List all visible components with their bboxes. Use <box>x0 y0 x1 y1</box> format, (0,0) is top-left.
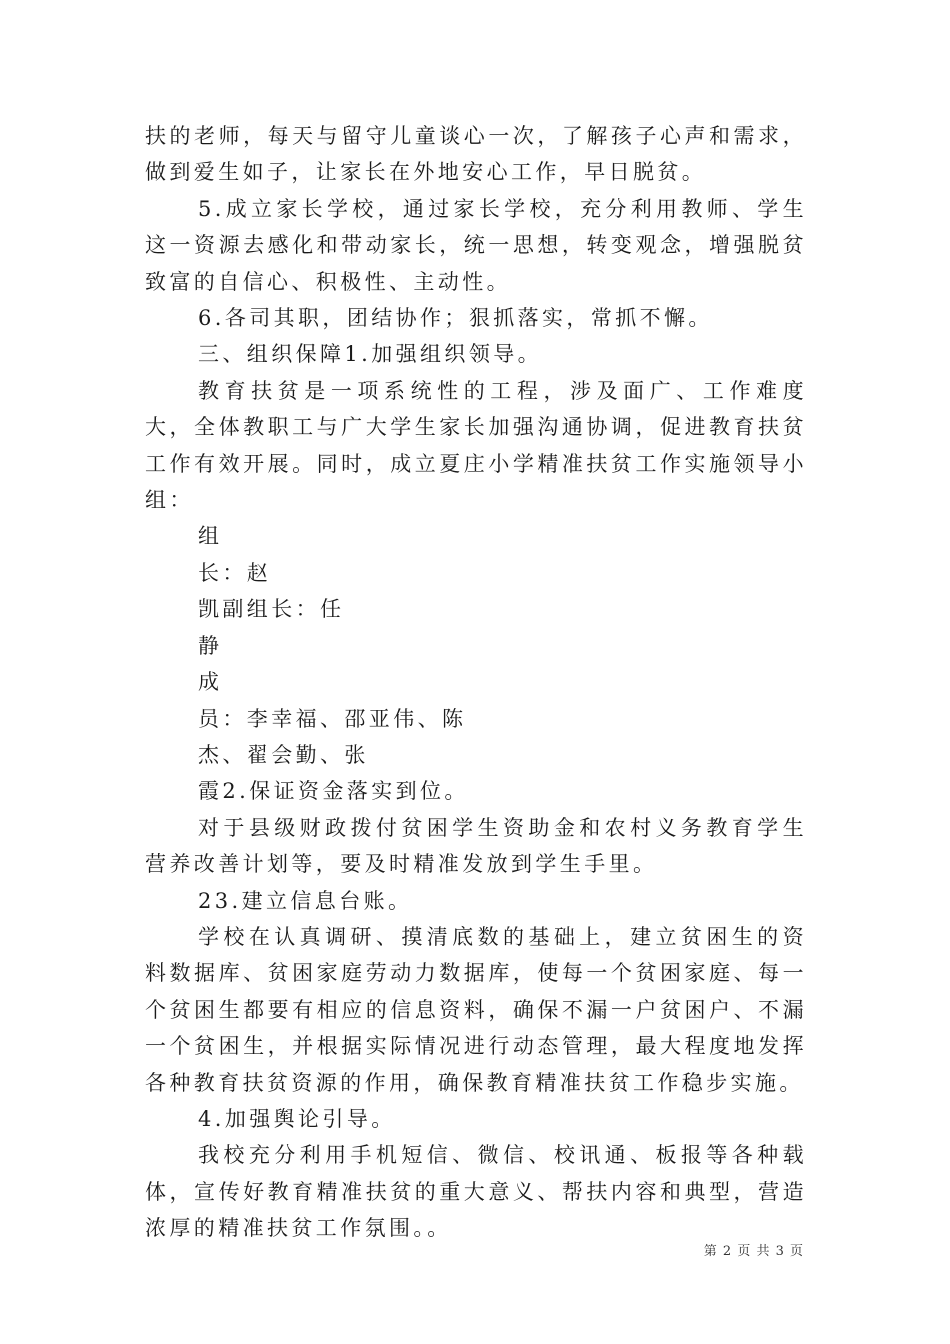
section-heading-info-ledger: 23.建立信息台账。 <box>198 888 413 913</box>
leader-line-1: 组 <box>198 524 223 549</box>
paragraph-info-ledger: 学校在认真调研、摸清底数的基础上，建立贫困生的资料数据库、贫困家庭劳动力数据库，使每一个贫困家庭、每一个贫困生都要有相应的信息资料，确保不漏一户贫困户、不漏一个贫困生，并根据实际情况进行动态管理，最大程度地发挥各种教育扶贫资源的作用，确保教育精准扶贫工作稳步实施。 <box>145 924 807 1095</box>
page-number-indicator: 第 2 页 共 3 页 <box>703 1244 804 1259</box>
document-body <box>145 118 807 1247</box>
member-line-2: 员：李幸福、邵亚伟、陈 <box>198 706 467 731</box>
leader-line-2: 长：赵 <box>198 560 272 585</box>
leader-line-3: 凯副组长：任 <box>198 597 345 622</box>
member-line-1: 成 <box>198 670 223 695</box>
member-line-3: 杰、翟会勤、张 <box>198 742 369 767</box>
page-footer <box>0 1240 950 1259</box>
section-heading-public-opinion: 4.加强舆论引导。 <box>198 1106 396 1131</box>
paragraph-parent-school: 5.成立家长学校，通过家长学校，充分利用教师、学生这一资源去感化和带动家长，统一思想，转变观念，增强脱贫致富的自信心、积极性、主动性。 <box>145 196 807 294</box>
member-line-4-funding-heading: 霞2.保证资金落实到位。 <box>198 779 469 804</box>
leader-line-4: 静 <box>198 633 223 658</box>
paragraph-funding: 对于县级财政拨付贫困学生资助金和农村义务教育学生营养改善计划等，要及时精准发放到学生手里。 <box>145 815 807 877</box>
paragraph-public-opinion: 我校充分利用手机短信、微信、校讯通、板报等各种载体，宣传好教育精准扶贫的重大意义、帮扶内容和典型，营造浓厚的精准扶贫工作氛围。。 <box>145 1143 807 1241</box>
section-heading-organization: 三、组织保障1.加强组织领导。 <box>198 342 543 367</box>
paragraph-education-poverty: 教育扶贫是一项系统性的工程，涉及面广、工作难度大，全体教职工与广大学生家长加强沟通协调，促进教育扶贫工作有效开展。同时，成立夏庄小学精准扶贫工作实施领导小组： <box>145 378 807 513</box>
paragraph-teacher-care: 扶的老师，每天与留守儿童谈心一次，了解孩子心声和需求，做到爱生如子，让家长在外地安心工作，早日脱贫。 <box>145 124 807 185</box>
paragraph-duties: 6.各司其职，团结协作；狠抓落实，常抓不懈。 <box>198 306 713 331</box>
